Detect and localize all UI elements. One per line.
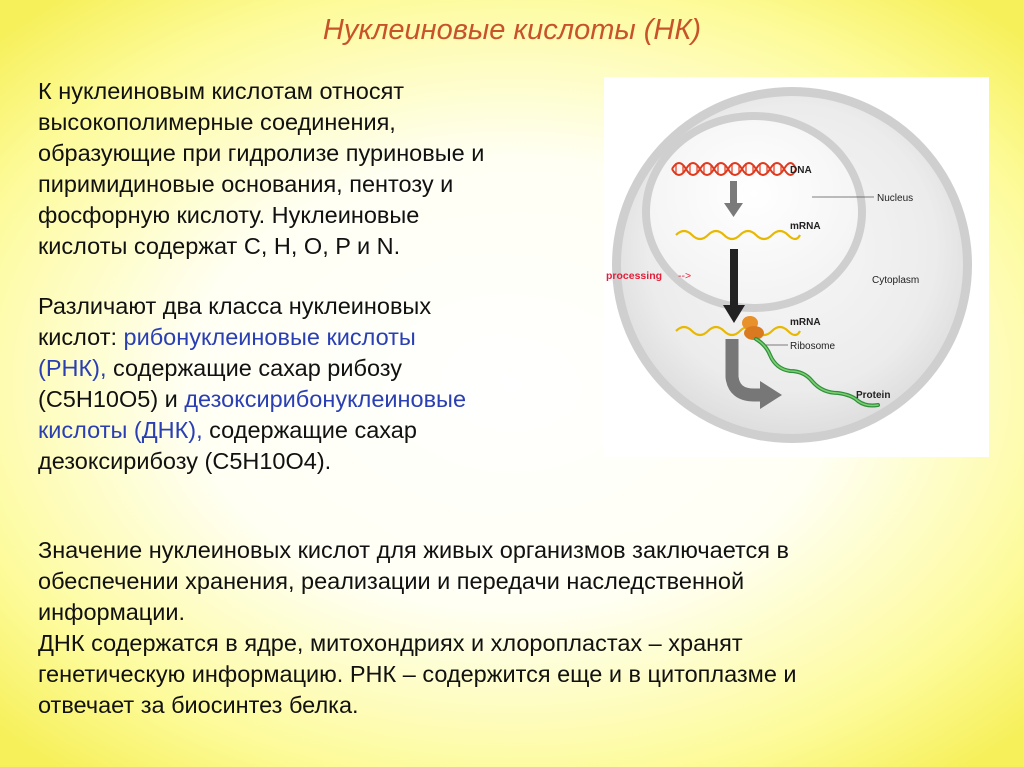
label-protein: Protein [856,390,891,401]
classes-line [38,322,466,353]
classes-text: содержащие сахар [202,417,417,443]
label-processing: processing [606,270,663,282]
classes-line [38,384,466,415]
intro-line: кислоты содержат C, H, O, P и N. [38,233,401,259]
dna-abbr: кислоты (ДНК), [38,417,203,443]
label-nucleus: Nucleus [877,193,914,204]
significance-line: информации. [38,599,186,625]
classes-line [38,415,466,446]
significance-paragraph [38,535,998,721]
processing-arrow: --> [678,270,692,282]
label-dna: DNA [790,165,812,176]
significance-line: Значение нуклеиновых кислот для живых организмов заключается в [38,537,789,563]
significance-line: отвечает за биосинтез белка. [38,692,359,718]
intro-line: пиримидиновые основания, пентозу и [38,171,454,197]
intro-line: образующие при гидролизе пуриновые и [38,140,485,166]
intro-line: высокополимерные соединения, [38,109,396,135]
label-mrna-bottom: mRNA [790,317,821,328]
label-mrna-top: mRNA [790,221,821,232]
intro-line: К нуклеиновым кислотам относят [38,78,405,104]
significance-line: генетическую информацию. РНК – содержится еще и в цитоплазме и [38,661,797,687]
classes-line [38,353,466,384]
classes-line: дезоксирибозу (C5H10O4). [38,448,332,474]
classes-text: (C5H10O5) и [38,386,185,412]
classes-text: кислот: [38,324,124,350]
significance-line: обеспечении хранения, реализации и передачи наследственной [38,568,745,594]
classes-paragraph [38,291,466,477]
intro-paragraph [38,76,484,262]
classes-text: содержащие сахар рибозу [106,355,403,381]
rna-term: рибонуклеиновые кислоты [123,324,416,350]
intro-line: фосфорную кислоту. Нуклеиновые [38,202,420,228]
ribosome-subunit [744,326,764,340]
significance-line: ДНК содержатся в ядре, митохондриях и хлоропластах – хранят [38,630,743,656]
label-cytoplasm: Cytoplasm [872,275,920,286]
classes-line: Различают два класса нуклеиновых [38,293,432,319]
dna-term: дезоксирибонуклеиновые [184,386,467,412]
rna-abbr: (РНК), [38,355,107,381]
slide-title: Нуклеиновые кислоты (НК) [322,14,702,46]
cell-diagram [604,77,989,457]
cell-diagram-svg [604,77,989,457]
label-ribosome: Ribosome [790,341,836,352]
